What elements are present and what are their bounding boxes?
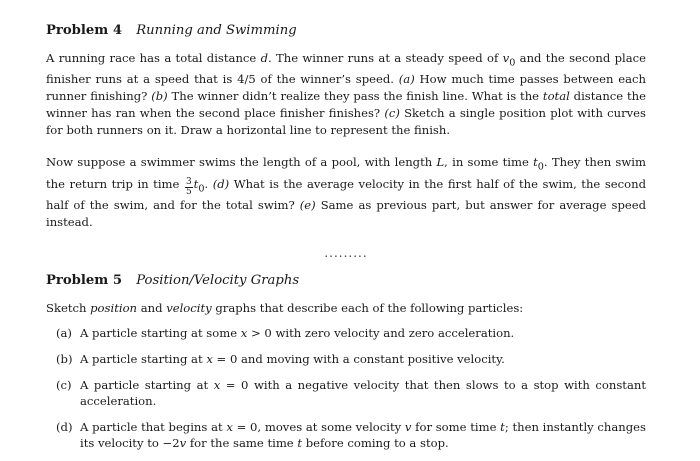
text-run: graphs that describe each of the following particles: [211, 300, 524, 315]
text-run: What is the average velocity in the first half of the swim, the second half of the swim, and for the total swim? [46, 176, 646, 212]
part-d-label: (d) [212, 176, 230, 191]
variable-v: v [179, 435, 187, 450]
list-item [56, 325, 646, 341]
variable-t: t [533, 155, 538, 170]
variable-v: v [404, 419, 412, 434]
variable-t: t [297, 435, 303, 450]
text-run: distance the winner has ran when the second place finisher finishes? [46, 89, 646, 121]
text-run: Now suppose a swimmer swims the length of a pool, with length [46, 155, 437, 170]
problem-4-number: Problem 4 [46, 23, 123, 38]
text-run: = 0, moves at some velocity [232, 419, 405, 434]
text-run: A particle starting at [80, 351, 207, 366]
text-run: and [137, 300, 167, 315]
subscript-zero: 0 [537, 161, 544, 173]
problem-5-number: Problem 5 [46, 272, 123, 288]
fraction-numerator: 3 [185, 176, 192, 187]
problem-4-paragraph-2 [46, 154, 646, 231]
list-item [56, 351, 646, 367]
subscript-zero: 0 [509, 57, 516, 69]
text-run: . They then swim the return trip in time [46, 155, 647, 191]
text-run: Sketch [46, 300, 91, 315]
item-label: (d) [56, 419, 73, 434]
problem-4-heading [46, 23, 646, 38]
variable-t: t [193, 176, 199, 191]
text-run: Sketch a single position plot with curves for both runners on it. Draw a horizontal line to represent the finish. [46, 106, 646, 138]
emphasis-total: total [542, 89, 570, 104]
variable-x: x [240, 325, 248, 340]
variable-x: x [206, 351, 213, 366]
variable-x: x [213, 377, 221, 392]
item-text [80, 351, 646, 367]
document-page [46, 10, 646, 461]
text-run: The winner didn’t realize they pass the finish line. What is the [167, 89, 543, 104]
section-separator: ......... [324, 245, 368, 260]
text-run: for the same time [186, 435, 298, 450]
part-c-label: (c) [384, 106, 400, 121]
part-b-label: (b) [151, 89, 168, 104]
particle-list [56, 325, 646, 451]
variable-x: x [226, 419, 233, 434]
variable-t: t [500, 419, 505, 434]
item-text [80, 377, 646, 409]
emphasis-position: position [90, 300, 138, 315]
problem-5-heading [46, 273, 646, 288]
problem-4-paragraph-1 [46, 50, 646, 139]
text-run: ; then instantly changes its velocity to −2 [80, 419, 646, 450]
variable-v: v [502, 51, 510, 65]
problem-5-intro [46, 300, 646, 317]
item-text [80, 419, 646, 451]
problem-4-title: Running and Swimming [136, 23, 297, 38]
text-run: How much time passes between each runner finishing? [46, 72, 646, 104]
text-run: . The winner runs at a steady speed of [268, 51, 503, 65]
emphasis-velocity: velocity [166, 300, 212, 315]
text-run: , in some time [444, 155, 534, 170]
text-run: = 0 with a negative velocity that then slows to a stop with constant acceleration. [80, 377, 646, 408]
part-a-label: (a) [398, 72, 415, 87]
text-run: before coming to a stop. [302, 435, 449, 450]
variable-L: L [436, 155, 445, 170]
text-run: for some time [411, 419, 501, 434]
part-e-label: (e) [299, 197, 316, 212]
variable-d: d [260, 51, 268, 65]
item-text [80, 325, 646, 341]
list-item [56, 419, 646, 451]
item-label: (c) [56, 377, 72, 392]
text-run: = 0 and moving with a constant positive velocity. [212, 351, 505, 366]
fraction-denominator: 5 [185, 186, 192, 197]
text-run: > 0 with zero velocity and zero acceleration. [247, 325, 515, 340]
subscript-zero: 0 [198, 182, 205, 194]
text-run: A particle starting at [80, 377, 214, 392]
text-run: A particle starting at some [80, 325, 241, 340]
problem-5-title: Position/Velocity Graphs [136, 272, 300, 288]
fraction-three-fifths [185, 178, 193, 197]
text-run: and the second place finisher runs at a speed that is 4/5 of the winner’s speed. [46, 51, 646, 87]
text-run: A running race has a total distance [46, 51, 261, 65]
item-label: (a) [56, 325, 72, 340]
list-item [56, 377, 646, 409]
text-run: A particle that begins at [80, 419, 227, 434]
text-run: Same as previous part, but answer for average speed instead. [46, 197, 647, 229]
text-run: . [204, 176, 213, 191]
item-label: (b) [56, 351, 73, 366]
